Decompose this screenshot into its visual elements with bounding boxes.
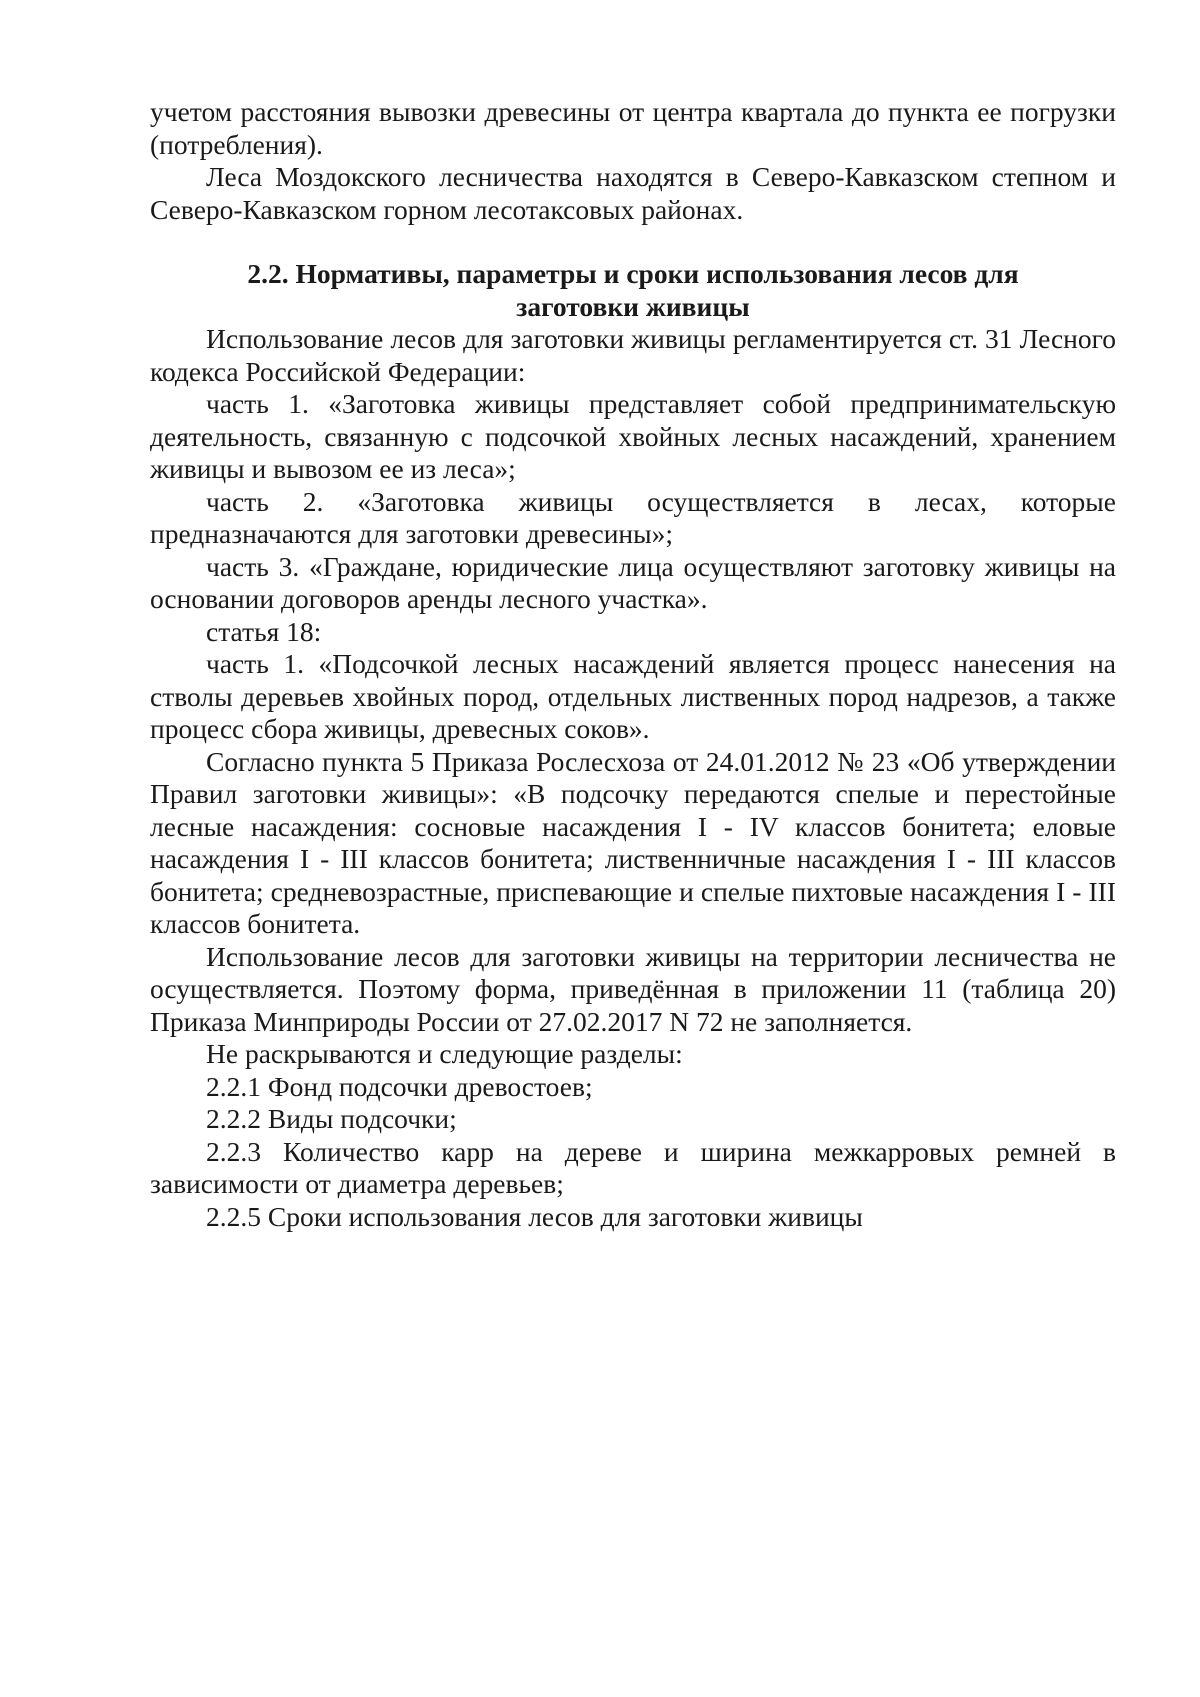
paragraph-order-reference: Согласно пункта 5 Приказа Рослесхоза от 24.01.2012 № 23 «Об утверждении Правил заготовки живицы»: «В подсочку передаются спелые и перестойные лесные насаждения: сосновые насаждения I - IV классов бонитета; еловые насаждения I - III классов бонитета; лиственничные насаждения I - III классов бонитета; средневозрастные, приспевающие и спелые пихтовые насаждения I - III классов бонитета.: [150, 745, 1116, 939]
paragraph-part-3: часть 3. «Граждане, юридические лица осуществляют заготовку живицы на основании договоров аренды лесного участка».: [150, 550, 1116, 614]
paragraph-continuation: учетом расстояния вывозки древесины от центра квартала до пункта ее погрузки (потребления).: [150, 96, 1116, 160]
list-item-2-2-3: 2.2.3 Количество карр на дереве и ширина межкарровых ремней в зависимости от диаметра деревьев;: [150, 1135, 1116, 1199]
section-heading: 2.2. Нормативы, параметры и сроки использования лесов для заготовки живицы: [247, 258, 1019, 322]
list-item-2-2-1: 2.2.1 Фонд подсочки древостоев;: [206, 1070, 593, 1102]
paragraph-forest-regions: Леса Моздокского лесничества находятся в Северо-Кавказском степном и Северо-Кавказском горном лесотаксовых районах.: [150, 161, 1116, 225]
paragraph-article-18: статья 18:: [206, 615, 322, 647]
paragraph-article-18-part-1: часть 1. «Подсочкой лесных насаждений является процесс нанесения на стволы деревьев хвойных пород, отдельных лиственных пород надрезов, а также процесс сбора живицы, древесных соков».: [150, 648, 1116, 744]
paragraph-part-2: часть 2. «Заготовка живицы осуществляется в лесах, которые предназначаются для заготовки древесины»;: [150, 485, 1116, 549]
paragraph-not-used: Использование лесов для заготовки живицы на территории лесничества не осуществляется. Поэтому форма, приведённая в приложении 11 (таблица 20) Приказа Минприроды России от 27.02.2017 N 72 не заполняется.: [150, 940, 1116, 1037]
paragraph-intro: Использование лесов для заготовки живицы регламентируется ст. 31 Лесного кодекса Российской Федерации:: [150, 323, 1116, 387]
list-item-2-2-5: 2.2.5 Сроки использования лесов для заготовки живицы: [206, 1200, 863, 1232]
list-item-2-2-2: 2.2.2 Виды подсочки;: [206, 1103, 457, 1134]
paragraph-sections-not-disclosed: Не раскрываются и следующие разделы:: [206, 1038, 683, 1069]
paragraph-part-1: часть 1. «Заготовка живицы представляет собой предпринимательскую деятельность, связанную с подсочкой хвойных лесных насаждений, хранением живицы и вывозом ее из леса»;: [150, 388, 1116, 484]
document-page: [150, 96, 1116, 1233]
